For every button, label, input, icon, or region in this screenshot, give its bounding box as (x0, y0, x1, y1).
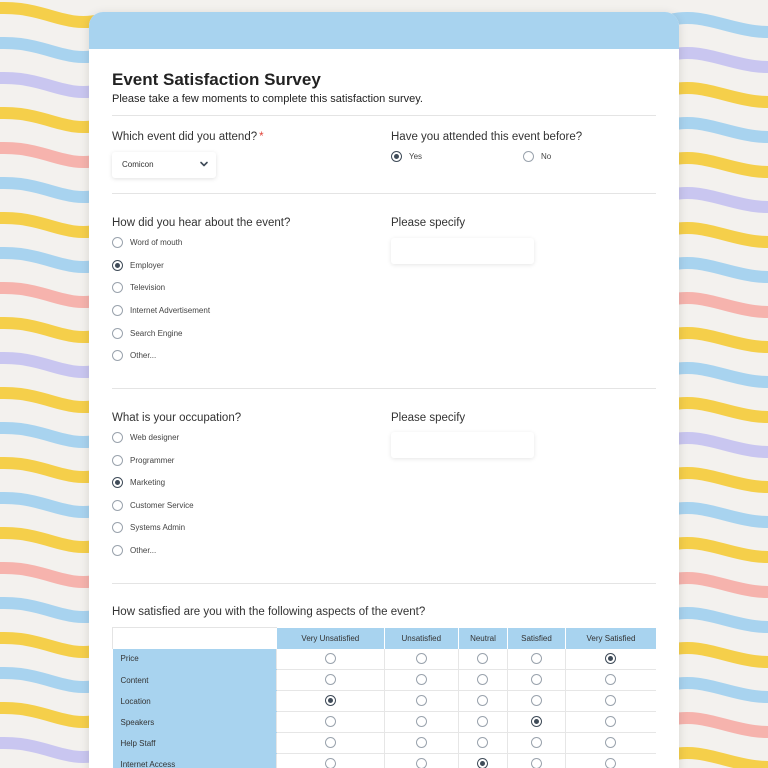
option-label: Web designer (130, 433, 180, 442)
matrix-cell[interactable] (507, 691, 565, 712)
event-select[interactable] (112, 152, 216, 178)
option-label: Word of mouth (130, 238, 183, 247)
radio-button[interactable] (112, 237, 123, 248)
radio-button[interactable] (477, 653, 488, 664)
matrix-row-label: Location (113, 691, 277, 712)
radio-button[interactable] (605, 737, 616, 748)
radio-button[interactable] (112, 328, 123, 339)
radio-button[interactable] (477, 758, 488, 768)
divider (112, 193, 656, 194)
matrix-cell[interactable] (458, 691, 507, 712)
radio-button[interactable] (112, 260, 123, 271)
radio-button[interactable] (112, 545, 123, 556)
hear-option[interactable] (112, 260, 164, 271)
matrix-cell[interactable] (565, 691, 656, 712)
hear-option[interactable] (112, 305, 210, 316)
hear-question-label: How did you hear about the event? (112, 217, 291, 229)
matrix-header-row (113, 628, 657, 649)
satisfaction-matrix (112, 627, 656, 768)
hear-option[interactable] (112, 282, 165, 293)
event-select-value: Comicon (122, 160, 154, 169)
occupation-specify-label: Please specify (391, 412, 466, 424)
matrix-cell[interactable] (458, 670, 507, 691)
radio-button[interactable] (531, 653, 542, 664)
matrix-cell[interactable] (458, 649, 507, 670)
option-label: Other... (130, 351, 157, 360)
option-label: Customer Service (130, 501, 194, 510)
hear-option[interactable] (112, 237, 182, 248)
radio-button[interactable] (325, 695, 336, 706)
radio-button[interactable] (531, 695, 542, 706)
matrix-cell[interactable] (507, 649, 565, 670)
radio-button[interactable] (477, 695, 488, 706)
matrix-cell[interactable] (384, 754, 458, 768)
matrix-cell[interactable] (565, 712, 656, 733)
event-question-label (112, 131, 264, 143)
option-label: Yes (409, 152, 423, 161)
matrix-row-label: Content (113, 670, 277, 691)
matrix-column-header: Neutral (458, 628, 507, 649)
option-label: Systems Admin (130, 523, 186, 532)
matrix-row (113, 733, 657, 754)
radio-button[interactable] (112, 350, 123, 361)
radio-button[interactable] (416, 653, 427, 664)
occupation-option[interactable] (112, 432, 179, 443)
required-mark: * (259, 131, 264, 143)
matrix-cell[interactable] (277, 691, 385, 712)
radio-button[interactable] (416, 758, 427, 768)
matrix-corner (113, 628, 277, 649)
matrix-cell[interactable] (507, 670, 565, 691)
card-header-bar (89, 12, 679, 49)
radio-button[interactable] (605, 716, 616, 727)
occupation-option[interactable] (112, 500, 194, 511)
matrix-row-label: Help Staff (113, 733, 277, 754)
matrix-cell[interactable] (458, 733, 507, 754)
radio-button[interactable] (325, 674, 336, 685)
satisfaction-question-label: How satisfied are you with the following aspects of the event? (112, 606, 426, 618)
radio-button[interactable] (112, 305, 123, 316)
radio-button[interactable] (112, 500, 123, 511)
matrix-cell[interactable] (384, 712, 458, 733)
matrix-cell[interactable] (277, 712, 385, 733)
chevron-down-icon (198, 158, 210, 170)
radio-button[interactable] (416, 737, 427, 748)
matrix-cell[interactable] (507, 733, 565, 754)
option-label: Search Engine (130, 329, 183, 338)
matrix-cell[interactable] (458, 712, 507, 733)
radio-button[interactable] (531, 674, 542, 685)
radio-button[interactable] (416, 716, 427, 727)
occupation-option[interactable] (112, 455, 174, 466)
matrix-cell[interactable] (384, 649, 458, 670)
matrix-row-label: Speakers (113, 712, 277, 733)
hear-option[interactable] (112, 328, 182, 339)
attended-option-yes[interactable] (391, 151, 422, 162)
matrix-cell[interactable] (384, 670, 458, 691)
radio-button[interactable] (325, 737, 336, 748)
matrix-cell[interactable] (384, 733, 458, 754)
occupation-specify-input[interactable] (391, 432, 534, 458)
radio-button[interactable] (605, 653, 616, 664)
radio-button[interactable] (325, 758, 336, 768)
option-label: Television (130, 283, 166, 292)
option-label: Internet Advertisement (130, 306, 211, 315)
occupation-question-label: What is your occupation? (112, 412, 242, 424)
radio-button[interactable] (391, 151, 402, 162)
radio-button[interactable] (416, 695, 427, 706)
occupation-option[interactable] (112, 545, 156, 556)
matrix-cell[interactable] (507, 712, 565, 733)
hear-specify-input[interactable] (391, 238, 534, 264)
radio-button[interactable] (112, 455, 123, 466)
attended-option-no[interactable] (523, 151, 551, 162)
survey-subtitle: Please take a few moments to complete this satisfaction survey. (112, 93, 423, 105)
matrix-row-label: Price (113, 649, 277, 670)
option-label: Other... (130, 546, 157, 555)
radio-button[interactable] (477, 716, 488, 727)
radio-button[interactable] (112, 522, 123, 533)
event-question-text: Which event did you attend? (112, 131, 258, 143)
survey-card (89, 12, 679, 768)
matrix-row-label: Internet Access (113, 754, 277, 768)
matrix-cell[interactable] (277, 754, 385, 768)
radio-button[interactable] (112, 432, 123, 443)
matrix-row (113, 670, 657, 691)
radio-button[interactable] (112, 282, 123, 293)
matrix-cell[interactable] (384, 691, 458, 712)
radio-button[interactable] (531, 716, 542, 727)
hear-option[interactable] (112, 350, 156, 361)
option-label: No (541, 152, 552, 161)
matrix-column-header: Satisfied (507, 628, 565, 649)
option-label: Marketing (130, 478, 166, 487)
matrix-cell[interactable] (277, 670, 385, 691)
radio-button[interactable] (605, 674, 616, 685)
matrix-cell[interactable] (565, 649, 656, 670)
radio-button[interactable] (325, 653, 336, 664)
option-label: Employer (130, 261, 164, 270)
divider (112, 115, 656, 116)
radio-button[interactable] (325, 716, 336, 727)
matrix-cell[interactable] (277, 649, 385, 670)
radio-button[interactable] (477, 737, 488, 748)
radio-button[interactable] (605, 758, 616, 768)
matrix-column-header: Unsatisfied (384, 628, 458, 649)
radio-button[interactable] (112, 477, 123, 488)
matrix-cell[interactable] (277, 733, 385, 754)
matrix-row (113, 649, 657, 670)
radio-button[interactable] (531, 737, 542, 748)
occupation-option[interactable] (112, 522, 185, 533)
matrix-row (113, 754, 657, 768)
option-label: Programmer (130, 456, 175, 465)
radio-button[interactable] (523, 151, 534, 162)
divider (112, 388, 656, 389)
matrix-cell[interactable] (565, 754, 656, 768)
radio-button[interactable] (416, 674, 427, 685)
radio-button[interactable] (477, 674, 488, 685)
radio-button[interactable] (605, 695, 616, 706)
matrix-column-header: Very Unsatisfied (277, 628, 385, 649)
matrix-cell[interactable] (565, 733, 656, 754)
hear-specify-label: Please specify (391, 217, 466, 229)
occupation-option[interactable] (112, 477, 165, 488)
matrix-row (113, 712, 657, 733)
radio-button[interactable] (531, 758, 542, 768)
matrix-cell[interactable] (507, 754, 565, 768)
attended-question-label: Have you attended this event before? (391, 131, 583, 143)
matrix-row (113, 691, 657, 712)
matrix-column-header: Very Satisfied (565, 628, 656, 649)
divider (112, 583, 656, 584)
survey-title: Event Satisfaction Survey (112, 70, 321, 89)
matrix-cell[interactable] (565, 670, 656, 691)
matrix-cell[interactable] (458, 754, 507, 768)
